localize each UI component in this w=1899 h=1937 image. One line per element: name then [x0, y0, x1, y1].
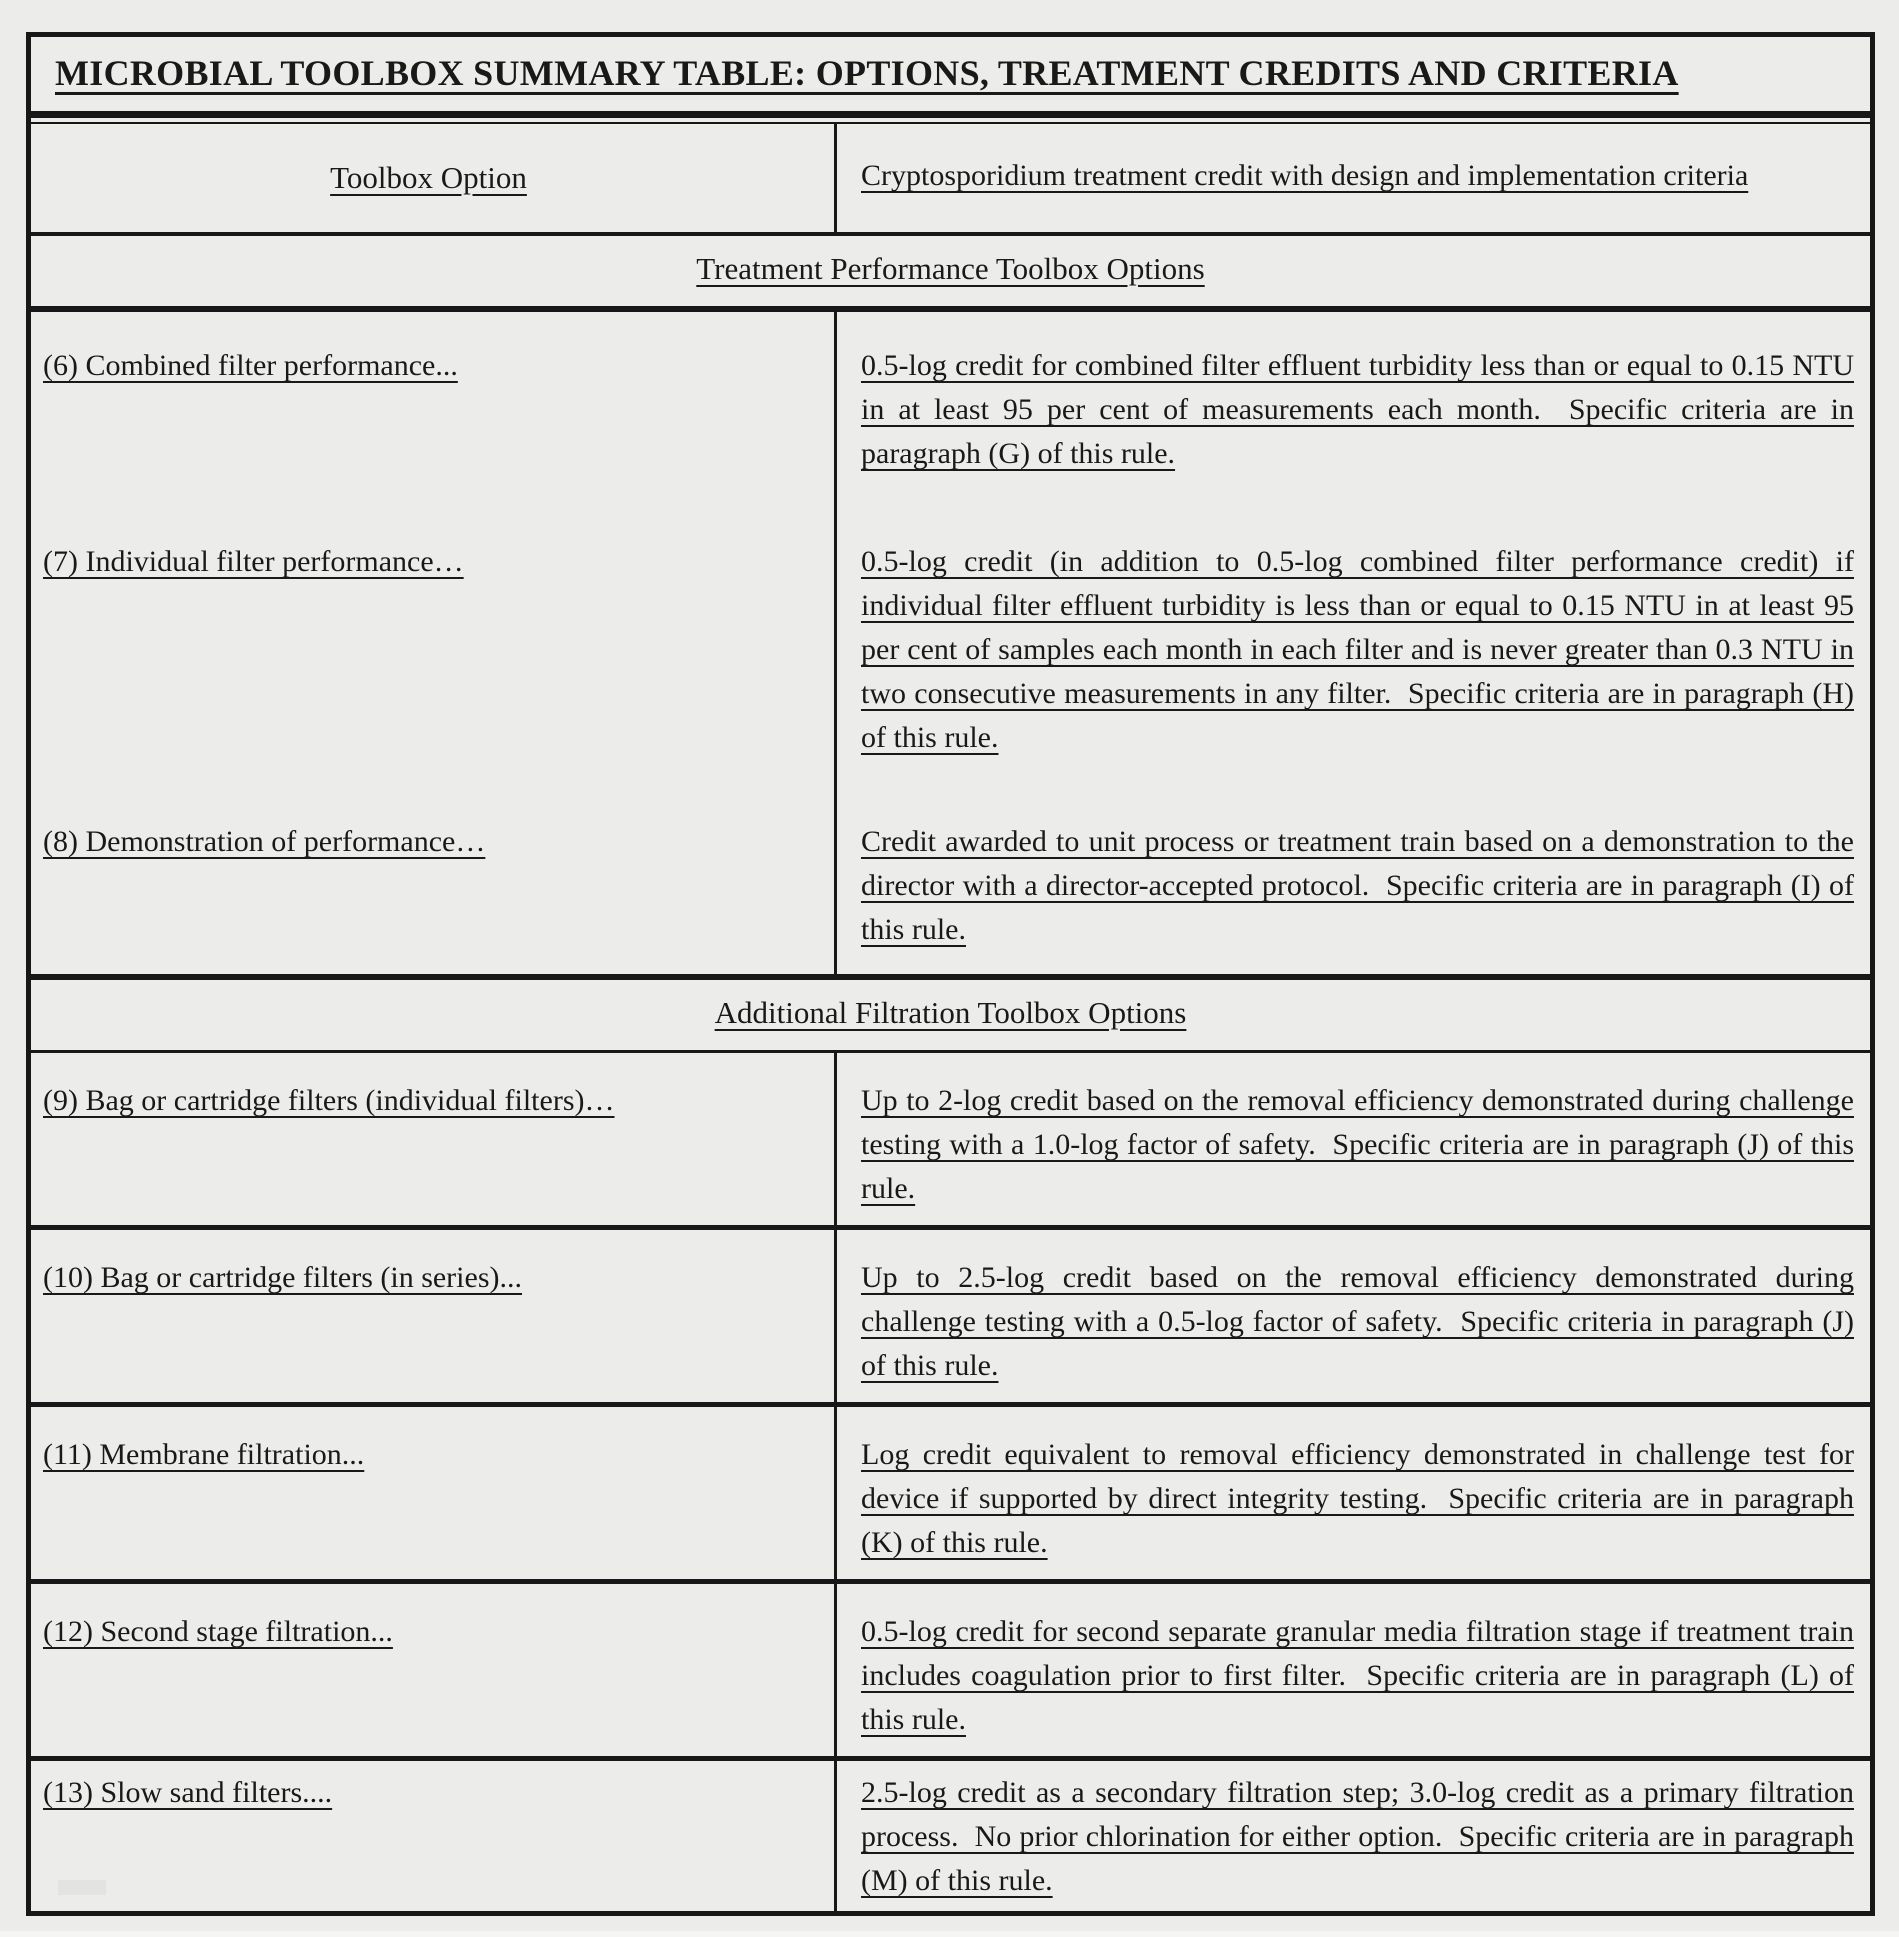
option-label: (13) Slow sand filters....: [43, 1776, 333, 1809]
credit-text: 0.5-log credit (in addition to 0.5-log combined filter performance credit) if individual filter effluent turbidity is less than or equal to 0.15 NTU in at least 95 per cent of samples each month in each filter and is never greater than 0.3 NTU in two consecutive measurements in any filter. Specific criteria are in paragraph (H) of this rule.: [861, 545, 1854, 754]
credit-cell: [837, 1407, 1870, 1579]
treatment-performance-rows: [31, 312, 1870, 974]
option-label: (10) Bag or cartridge filters (in series)...: [43, 1261, 522, 1294]
credit-cell: [837, 540, 1870, 820]
table-row-8: [31, 820, 1870, 974]
table-title-row: [31, 37, 1870, 111]
table-row-12: [31, 1579, 1870, 1756]
option-cell: [31, 540, 837, 820]
scan-artifact: [58, 1880, 106, 1895]
option-cell: [31, 1053, 837, 1225]
table-row-11: [31, 1402, 1870, 1579]
section-heading-treatment-performance: [31, 236, 1870, 312]
table-row-7: [31, 540, 1870, 820]
option-label: (12) Second stage filtration...: [43, 1615, 393, 1648]
section-heading-additional-filtration: [31, 974, 1870, 1053]
option-cell: [31, 312, 837, 540]
table-row-6: [31, 312, 1870, 540]
credit-text: Credit awarded to unit process or treatment train based on a demonstration to the director with a director-accepted protocol. Specific criteria are in paragraph (I) of this rule.: [861, 825, 1854, 946]
credit-text: 0.5-log credit for second separate granular media filtration stage if treatment train includes coagulation prior to first filter. Specific criteria are in paragraph (L) of this rule.: [861, 1615, 1854, 1736]
table-row-9: [31, 1053, 1870, 1225]
column-header-option: Toolbox Option: [330, 160, 527, 195]
section-heading-text: Additional Filtration Toolbox Options: [714, 995, 1187, 1030]
table-title: MICROBIAL TOOLBOX SUMMARY TABLE: OPTIONS, TREATMENT CREDITS AND CRITERIA: [55, 53, 1679, 93]
option-label: (9) Bag or cartridge filters (individual filters)…: [43, 1084, 615, 1117]
option-cell: [31, 1761, 837, 1911]
credit-text: 0.5-log credit for combined filter effluent turbidity less than or equal to 0.15 NTU in at least 95 per cent of measurements each month. Specific criteria are in paragraph (G) of this rule.: [861, 349, 1854, 470]
option-cell: [31, 1407, 837, 1579]
credit-text: Up to 2-log credit based on the removal efficiency demonstrated during challenge testing with a 1.0-log factor of safety. Specific criteria are in paragraph (J) of this rule.: [861, 1084, 1854, 1205]
option-cell: [31, 1584, 837, 1756]
double-rule-divider: [31, 111, 1870, 124]
credit-cell: [837, 820, 1870, 974]
table-row-10: [31, 1225, 1870, 1402]
credit-cell: [837, 1230, 1870, 1402]
credit-text: 2.5-log credit as a secondary filtration step; 3.0-log credit as a primary filtration process. No prior chlorination for either option. Specific criteria are in paragraph (M) of this rule.: [861, 1776, 1854, 1897]
option-label: (8) Demonstration of performance…: [43, 825, 486, 858]
option-label: (6) Combined filter performance...: [43, 349, 458, 382]
credit-cell: [837, 1761, 1870, 1911]
option-label: (7) Individual filter performance…: [43, 545, 464, 578]
credit-cell: [837, 312, 1870, 540]
column-header-row: [31, 124, 1870, 236]
column-header-option-cell: [31, 124, 837, 232]
option-cell: [31, 1230, 837, 1402]
scan-edge: [0, 1931, 1899, 1937]
option-cell: [31, 820, 837, 974]
microbial-toolbox-summary-table: [26, 32, 1875, 1916]
column-header-credit: Cryptosporidium treatment credit with design and implementation criteria: [861, 159, 1749, 192]
credit-cell: [837, 1053, 1870, 1225]
credit-text: Up to 2.5-log credit based on the removal efficiency demonstrated during challenge testing with a 0.5-log factor of safety. Specific criteria in paragraph (J) of this rule.: [861, 1261, 1854, 1382]
section-heading-text: Treatment Performance Toolbox Options: [696, 251, 1205, 286]
credit-text: Log credit equivalent to removal efficiency demonstrated in challenge test for device if supported by direct integrity testing. Specific criteria are in paragraph (K) of this rule.: [861, 1438, 1854, 1559]
option-label: (11) Membrane filtration...: [43, 1438, 365, 1471]
table-row-13: [31, 1756, 1870, 1911]
credit-cell: [837, 1584, 1870, 1756]
column-header-credit-cell: [837, 124, 1870, 232]
